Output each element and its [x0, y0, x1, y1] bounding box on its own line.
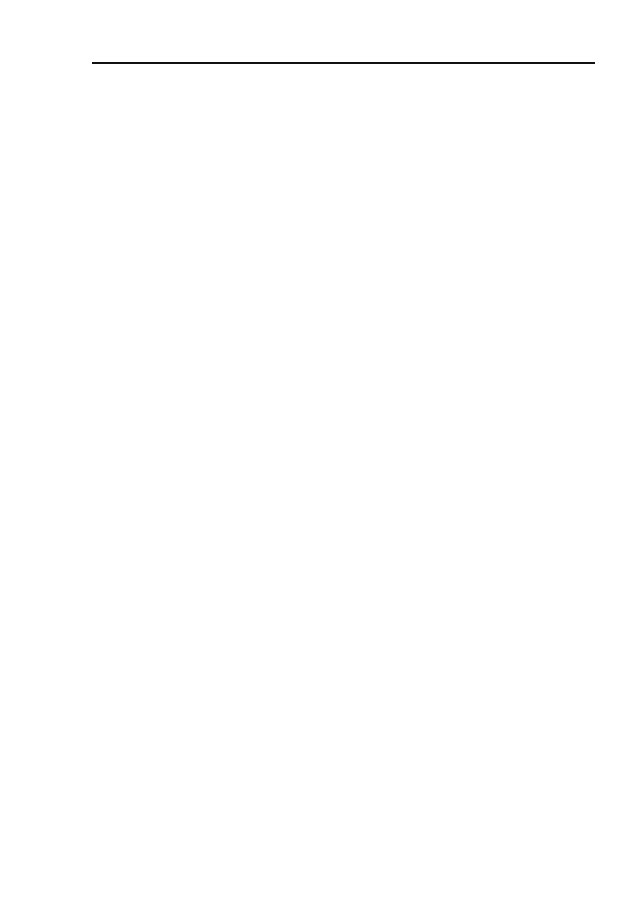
regulations-table — [92, 62, 595, 64]
header-col-3 — [253, 63, 449, 64]
header-col-1 — [93, 63, 135, 64]
header-col-2 — [135, 63, 253, 64]
table-header-row — [93, 63, 595, 64]
header-col-4 — [449, 63, 595, 64]
